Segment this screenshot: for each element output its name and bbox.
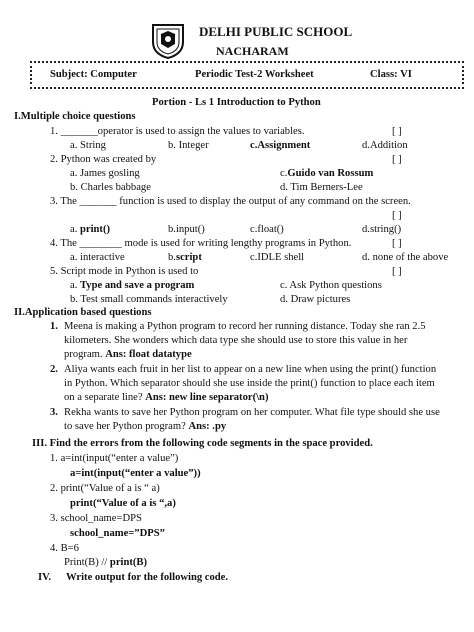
q1-text: 1. _______operator is used to assign the values to variables. <box>50 126 305 137</box>
q5-option-a <box>70 279 194 292</box>
q4-option-b <box>168 251 202 264</box>
q1-answer-bracket: [ ] <box>392 126 402 137</box>
q3-option-d: d.string() <box>362 224 402 235</box>
app-q3-line-1: Rekha wants to save her Python program on her computer. What file type should she use <box>64 407 440 418</box>
section-2-title: II.Application based questions <box>14 307 152 318</box>
q1-option-c: c.Assignment <box>250 140 311 151</box>
q4-option-c: c.IDLE shell <box>250 252 305 263</box>
section-1-title: I.Multiple choice questions <box>14 111 136 122</box>
q5-option-c: c. Ask Python questions <box>280 280 382 291</box>
header-bottom-divider <box>30 87 464 89</box>
q2-answer-bracket: [ ] <box>392 154 402 165</box>
q5-text: 5. Script mode in Python is used to <box>50 266 199 277</box>
app-q1-line-1: Meena is making a Python program to record her running distance. Today she ran 2.5 <box>64 321 426 332</box>
q3-option-b: b.input() <box>168 224 205 235</box>
q3-option-c: c.float() <box>250 224 284 235</box>
app-q3-question-end: to save her Python program? <box>64 421 189 432</box>
code-q4-print-statement: Print(B) // <box>64 557 110 568</box>
q4-option-b-prefix: b. <box>168 252 176 263</box>
q4-answer-bracket: [ ] <box>392 238 402 249</box>
app-q1-number: 1. <box>50 321 58 332</box>
app-q3-line-2 <box>64 420 226 433</box>
school-crest-logo <box>150 22 186 60</box>
app-q2-question-end: on a separate line? <box>64 392 146 403</box>
app-q2-answer: Ans: new line separator(\n) <box>145 392 269 403</box>
q2-option-b: b. Charles babbage <box>70 182 151 193</box>
q3-option-a <box>70 223 110 236</box>
q2-text: 2. Python was created by <box>50 154 157 165</box>
q5-option-d: d. Draw pictures <box>280 294 351 305</box>
q4-option-b-answer: script <box>175 252 202 263</box>
q3-text: 3. The _______ function is used to display the output of any command on the screen. <box>50 196 411 207</box>
app-q2-line-1: Aliya wants each fruit in her list to appear on a new line when using the print() function <box>64 364 437 375</box>
q2-option-c <box>280 167 373 180</box>
school-name: DELHI PUBLIC SCHOOL <box>199 24 353 39</box>
section-3-title: III. Find the errors from the following code segments in the space provided. <box>32 438 373 449</box>
code-q1-correction: a=int(input(“enter a value”)) <box>70 468 201 479</box>
q3-option-a-answer: print() <box>80 224 111 235</box>
code-q1: 1. a=int(input(“enter a value”) <box>50 453 179 464</box>
q2-option-c-answer: Guido van Rossum <box>287 168 374 179</box>
subject-label: Subject: Computer <box>50 69 137 80</box>
code-q2-correction: print(“Value of a is “,a) <box>70 498 176 509</box>
class-label: Class: VI <box>370 69 412 80</box>
q2-option-c-prefix: c. <box>280 168 288 179</box>
q1-option-a: a. String <box>70 140 106 151</box>
app-q3-number: 3. <box>50 407 58 418</box>
worksheet-header-box <box>30 64 464 86</box>
code-q4-correction: print(B) <box>109 557 147 568</box>
app-q1-answer: Ans: float datatype <box>105 349 192 360</box>
q1-option-d: d.Addition <box>362 140 408 151</box>
code-q3-correction: school_name=”DPS” <box>70 528 165 539</box>
q5-option-a-prefix: a. <box>70 280 80 291</box>
app-q1-line-3 <box>64 348 192 361</box>
section-4-number: IV. <box>38 572 52 583</box>
q2-option-a: a. James gosling <box>70 168 140 179</box>
app-q2-line-3 <box>64 391 268 404</box>
q4-option-d: d. none of the above <box>362 252 449 263</box>
app-q2-number: 2. <box>50 364 58 375</box>
code-q4: 4. B=6 <box>50 543 79 554</box>
q5-option-b: b. Test small commands interactively <box>70 294 228 305</box>
q2-option-d: d. Tim Berners-Lee <box>280 182 363 193</box>
q1-option-b: b. Integer <box>168 140 209 151</box>
code-q4-line-2 <box>64 556 147 569</box>
code-q3: 3. school_name=DPS <box>50 513 142 524</box>
portion-heading: Portion - Ls 1 Introduction to Python <box>152 97 321 108</box>
q3-answer-bracket: [ ] <box>392 210 402 221</box>
q5-answer-bracket: [ ] <box>392 266 402 277</box>
app-q1-question-end: program. <box>64 349 106 360</box>
school-branch: NACHARAM <box>216 44 289 58</box>
q4-text: 4. The ________ mode is used for writing lengthy programs in Python. <box>50 238 352 249</box>
code-q2: 2. print(“Value of a is “ a) <box>50 483 160 494</box>
app-q2-line-2: in Python. Which separator should she use inside the print() function to place each item <box>64 378 435 389</box>
app-q3-answer: Ans: .py <box>188 421 227 432</box>
test-title: Periodic Test-2 Worksheet <box>195 69 314 80</box>
section-4-title: Write output for the following code. <box>66 572 229 583</box>
q3-option-a-prefix: a. <box>70 224 80 235</box>
header-top-divider <box>30 61 464 63</box>
q4-option-a: a. interactive <box>70 252 125 263</box>
app-q1-line-2: kilometers. She wonders which data type she should use to store this value in her <box>64 335 408 346</box>
q5-option-a-answer: Type and save a program <box>80 280 195 291</box>
